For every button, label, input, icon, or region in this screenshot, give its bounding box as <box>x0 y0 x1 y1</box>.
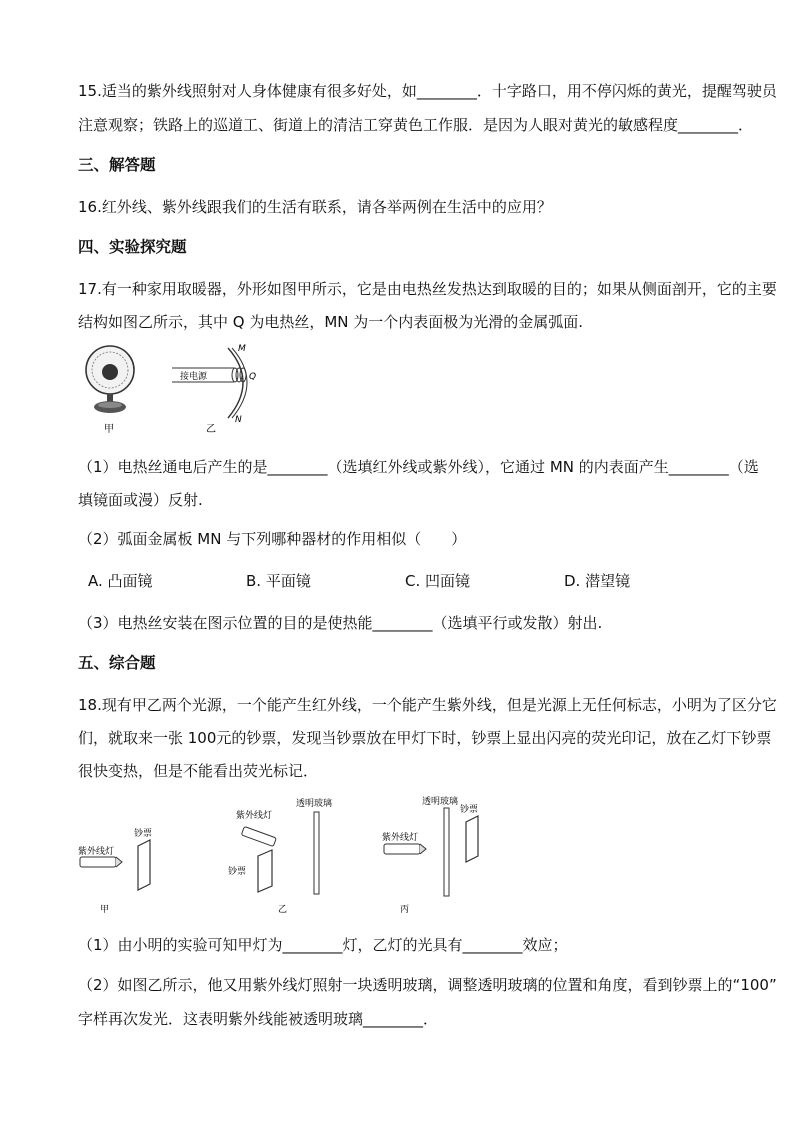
q17-figure <box>78 342 278 440</box>
fig18-yi-uv-lamp: 紫外线灯 <box>236 811 273 821</box>
fig18-yi-glass: 透明玻璃 <box>296 799 333 809</box>
heater-cross-section <box>172 348 247 418</box>
fig17-point-m: M <box>238 344 246 354</box>
fig17-label-jia: 甲 <box>104 424 114 435</box>
q17-sub3: （3）电热丝安装在图示位置的目的是使热能________（选填平行或发散）射出. <box>78 614 603 632</box>
q17-sub1-line2: 填镜面或漫）反射. <box>78 491 203 509</box>
q15-line2: 注意观察；铁路上的巡道工、街道上的清洁工穿黄色工作服．是因为人眼对黄光的敏感程度________． <box>78 116 754 134</box>
q18-sub1: （1）由小明的实验可知甲灯为________灯，乙灯的光具有________效应； <box>78 936 568 954</box>
fig18-jia-uv-lamp: 紫外线灯 <box>78 847 115 857</box>
fig18-bing-uv-lamp: 紫外线灯 <box>382 833 419 843</box>
q17-option-d: D. 潜望镜 <box>564 572 631 590</box>
q15-line1: 15.适当的紫外线照射对人身体健康有很多好处，如________．十字路口，用不停闪烁的黄光，提醒驾驶员 <box>78 82 777 100</box>
q18-line2: 们，就取来一张 100元的钞票，发现当钞票放在甲灯下时，钞票上显出闪亮的荧光印记，放在乙灯下钞票 <box>78 729 772 747</box>
q18-line1: 18.现有甲乙两个光源，一个能产生红外线，一个能产生紫外线，但是光源上无任何标志，小明为了区分它 <box>78 696 777 714</box>
fig18-label-jia: 甲 <box>100 905 110 915</box>
q18-sub2-line2: 字样再次发光．这表明紫外线能被透明玻璃________． <box>78 1010 439 1028</box>
fig17-point-q: Q <box>249 372 257 382</box>
q17-line1: 17.有一种家用取暖器，外形如图甲所示，它是由电热丝发热达到取暖的目的；如果从侧面剖开，它的主要 <box>78 280 777 298</box>
fig18-bing-glass: 透明玻璃 <box>422 797 459 807</box>
q18-sub2-line1: （2）如图乙所示，他又用紫外线灯照射一块透明玻璃，调整透明玻璃的位置和角度，看到钞票上的“100” <box>78 976 777 994</box>
q17-option-a: A. 凸面镜 <box>88 572 153 590</box>
q17-sub2: （2）弧面金属板 MN 与下列哪种器材的作用相似（ ） <box>78 530 467 548</box>
q17-option-b: B. 平面镜 <box>246 572 311 590</box>
setup-bing <box>384 808 478 896</box>
q18-figure <box>78 794 498 920</box>
section-heading-4: 四、实验探究题 <box>78 238 187 256</box>
q17-sub1-line1: （1）电热丝通电后产生的是________（选填红外线或紫外线），它通过 MN 的内表面产生________（选 <box>78 458 759 476</box>
setup-yi <box>241 812 319 894</box>
q17-line2: 结构如图乙所示，其中 Q 为电热丝，MN 为一个内表面极为光滑的金属弧面. <box>78 313 584 331</box>
fig18-label-yi: 乙 <box>278 905 288 915</box>
section-heading-5: 五、综合题 <box>78 654 156 672</box>
q18-line3: 很快变热，但是不能看出荧光标记． <box>78 762 319 780</box>
fig17-label-yi: 乙 <box>206 424 216 435</box>
q17-option-c: C. 凹面镜 <box>405 572 471 590</box>
fig18-label-bing: 丙 <box>400 905 410 915</box>
heater-illustration <box>86 346 134 413</box>
q16-text: 16.红外线、紫外线跟我们的生活有联系，请各举两例在生活中的应用？ <box>78 198 552 216</box>
fig17-point-n: N <box>235 415 242 425</box>
fig18-yi-banknote: 钞票 <box>228 867 247 877</box>
fig18-bing-banknote: 钞票 <box>460 805 479 815</box>
section-heading-3: 三、解答题 <box>78 156 156 174</box>
fig18-jia-banknote: 钞票 <box>134 829 153 839</box>
fig17-power-label: 接电源 <box>180 372 208 382</box>
